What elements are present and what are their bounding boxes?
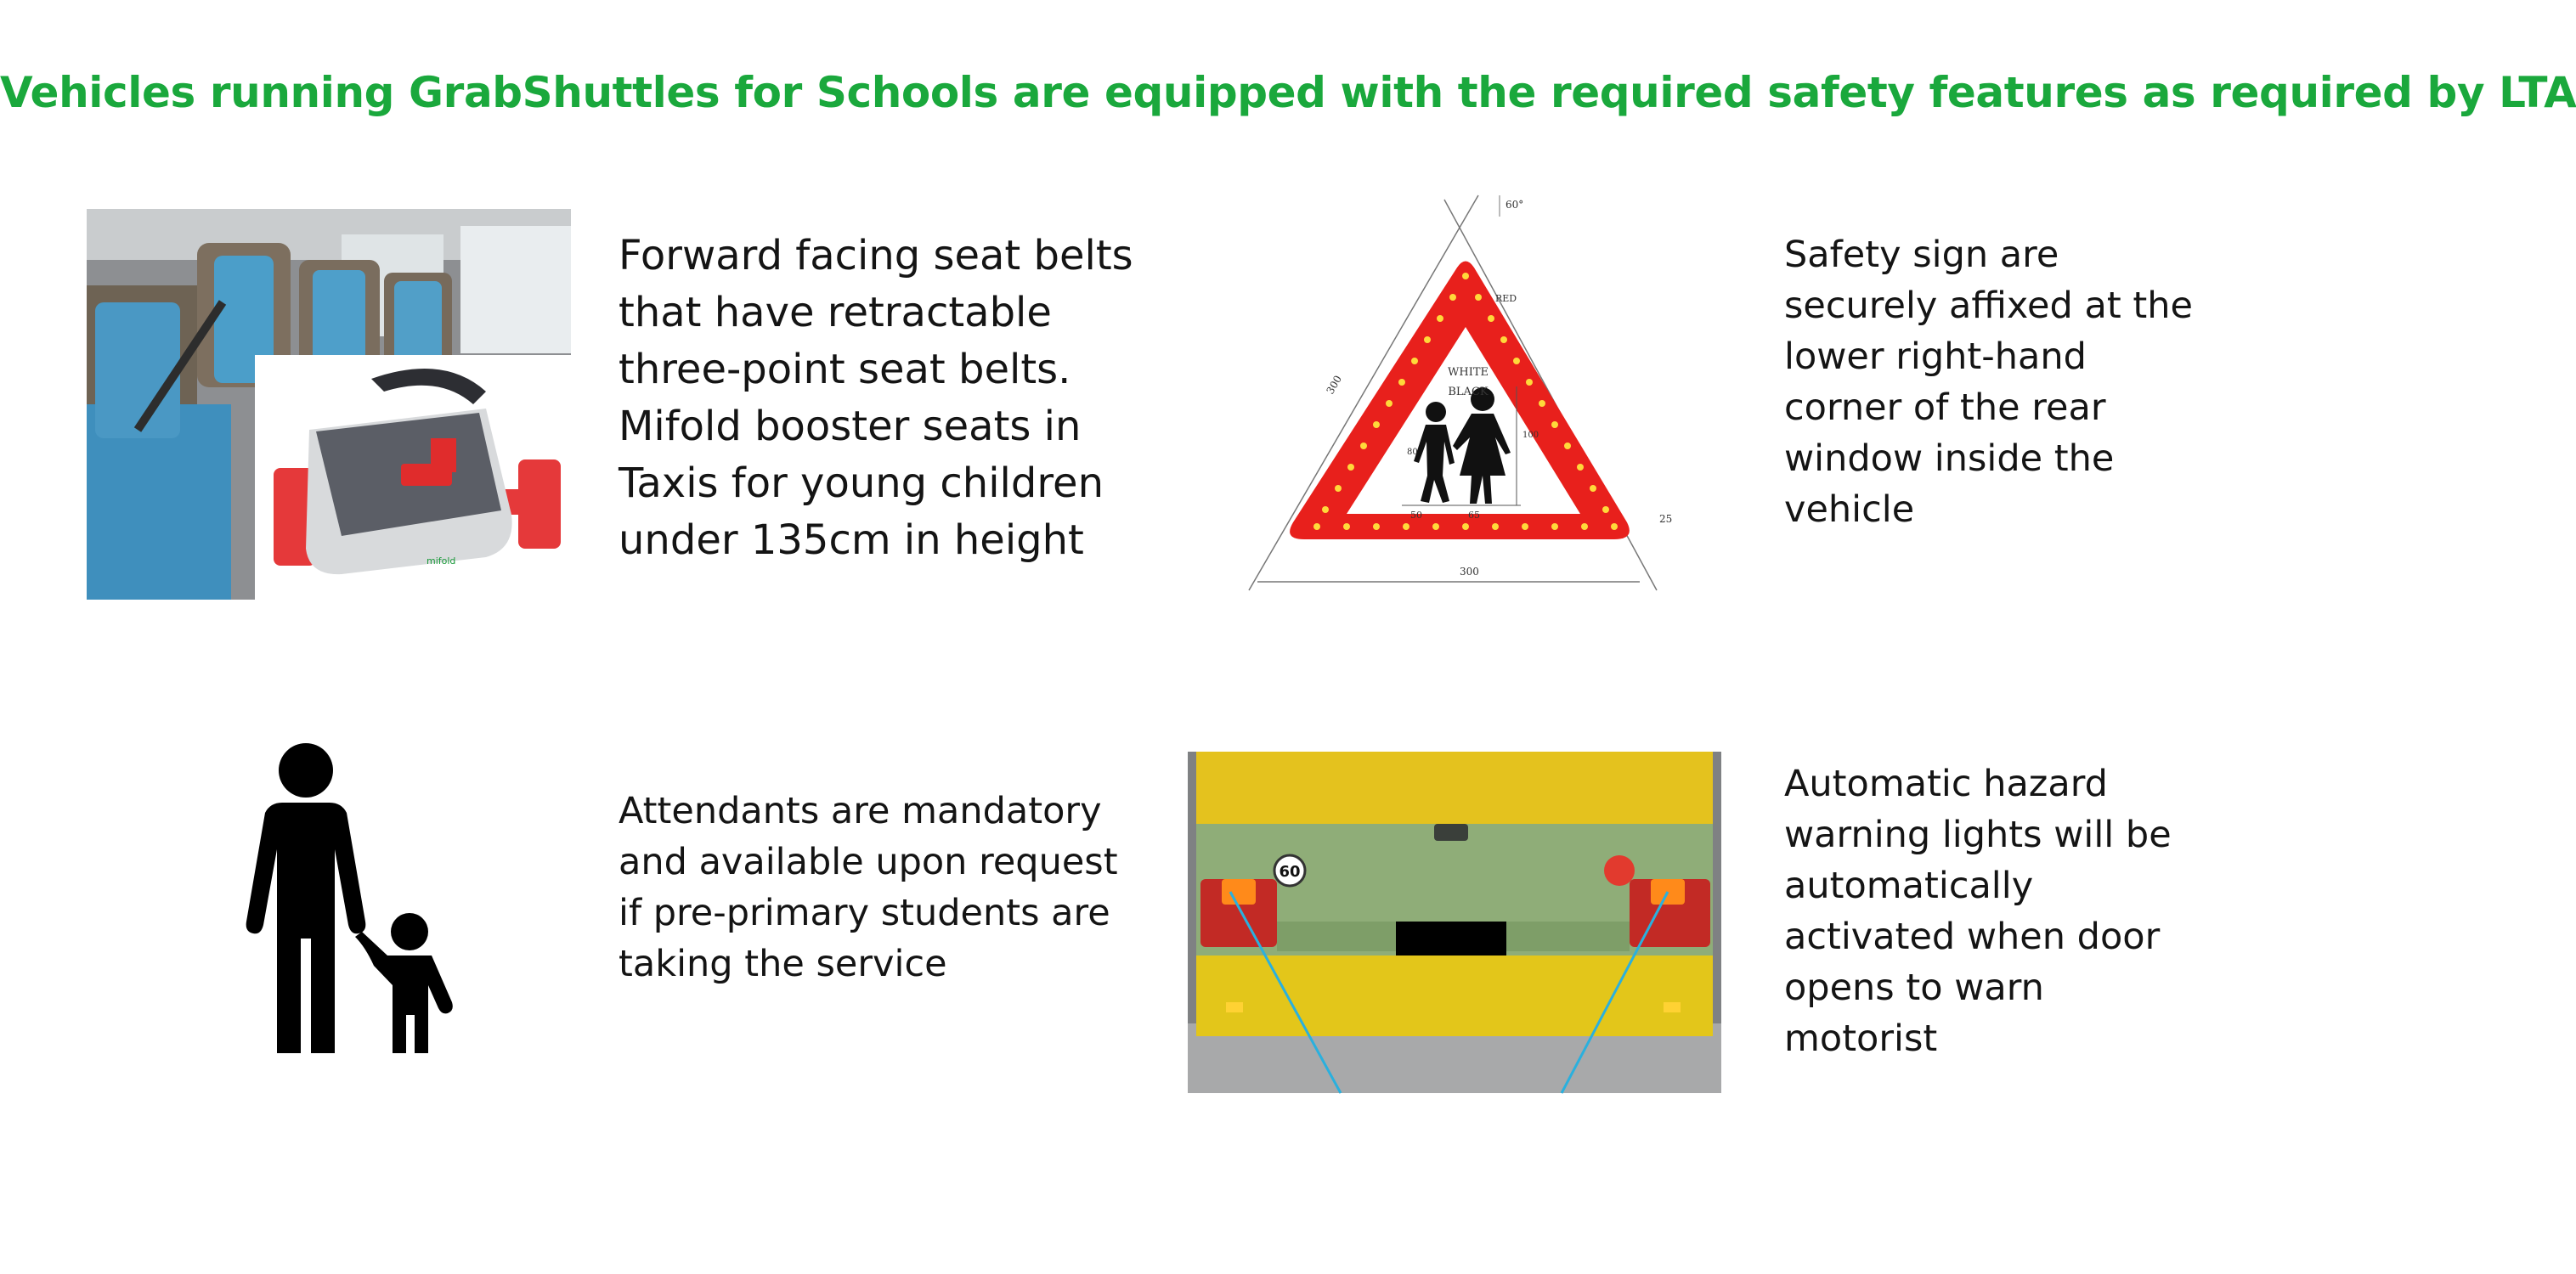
attendants-line: and available upon request [619, 841, 1118, 883]
speed-badge: 60 [1279, 863, 1301, 881]
dim-65-label: 65 [1468, 510, 1480, 521]
safety-sign-description [1784, 229, 2193, 535]
hazard-lights-line: Automatic hazard [1784, 763, 2108, 805]
seat-belt-photo [87, 209, 571, 600]
adult-child-icon [229, 743, 459, 1057]
hazard-lights-line: automatically [1784, 865, 2034, 907]
safety-sign-line: lower right-hand [1784, 335, 2087, 378]
seat-belt-line: Taxis for young children [619, 459, 1104, 507]
safety-sign-line: window inside the [1784, 437, 2115, 480]
hazard-lights-description [1784, 758, 2172, 1064]
safety-sign-line: corner of the rear [1784, 386, 2106, 429]
seat-belt-line: Forward facing seat belts [619, 232, 1133, 279]
height-label: 25 [1659, 513, 1673, 525]
hazard-lights-line: motorist [1784, 1018, 1938, 1060]
dim-50-label: 50 [1410, 510, 1422, 521]
dim-100-label: 100 [1522, 431, 1539, 440]
angle-label: 60° [1505, 199, 1524, 211]
safety-sign-line: vehicle [1784, 488, 1915, 531]
attendants-line: taking the service [619, 943, 947, 985]
dim-80-label: 80 [1407, 448, 1418, 457]
black-label: BLACK [1448, 386, 1489, 398]
attendants-description [619, 786, 1118, 989]
bus-rear-photo [1188, 752, 1721, 1093]
safety-sign-line: Safety sign are [1784, 234, 2059, 276]
safety-sign-diagram [1240, 183, 1682, 607]
base-label: 300 [1460, 566, 1479, 578]
attendants-line: Attendants are mandatory [619, 790, 1102, 832]
side-label: 300 [1324, 373, 1345, 397]
booster-brand: mifold [427, 555, 456, 567]
safety-sign-line: securely affixed at the [1784, 285, 2193, 327]
seat-belt-line: that have retractable [619, 289, 1052, 336]
white-label: WHITE [1448, 366, 1489, 379]
hazard-lights-line: opens to warn [1784, 967, 2044, 1009]
hazard-lights-line: activated when door [1784, 916, 2161, 958]
seat-belt-line: Mifold booster seats in [619, 403, 1082, 450]
seat-belt-description [619, 228, 1133, 569]
page-title: Vehicles running GrabShuttles for Schools are equipped with the required safety features as required by LTA [0, 68, 2576, 117]
red-label: RED [1495, 293, 1517, 304]
seat-belt-line: under 135cm in height [619, 516, 1084, 564]
attendants-line: if pre-primary students are [619, 892, 1110, 934]
hazard-lights-line: warning lights will be [1784, 814, 2172, 856]
seat-belt-line: three-point seat belts. [619, 346, 1071, 393]
